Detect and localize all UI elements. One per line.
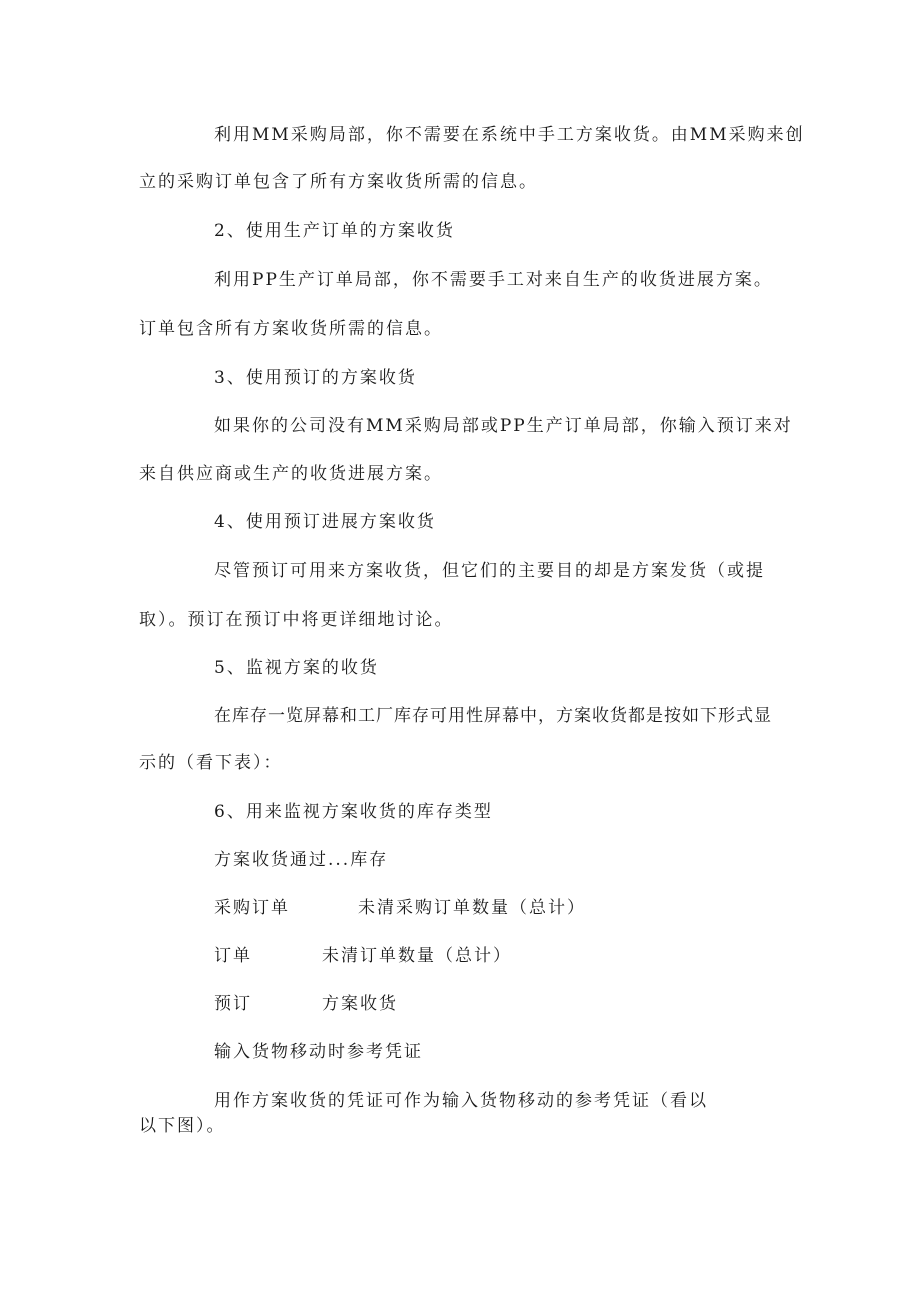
section-heading: 4、使用预订进展方案收货 (214, 512, 436, 532)
paragraph-line: 用作方案收货的凭证可作为输入货物移动的参考凭证（看以 (214, 1091, 708, 1111)
paragraph-line: 以下图）。 (139, 1116, 226, 1136)
table-header: 方案收货通过...库存 (214, 850, 389, 870)
table-row-value: 未清采购订单数量（总计） (358, 898, 586, 918)
section-heading: 6、用来监视方案收货的库存类型 (214, 802, 493, 822)
paragraph-line: 利用PP生产订单局部，你不需要手工对来自生产的收货进展方案。 (214, 270, 773, 290)
section-heading: 5、监视方案的收货 (214, 658, 379, 678)
paragraph-line: 在库存一览屏幕和工厂库存可用性屏幕中，方案收货都是按如下形式显 (214, 706, 772, 726)
paragraph-line: 订单包含所有方案收货所需的信息。 (139, 319, 443, 339)
paragraph-line: 利用MM采购局部，你不需要在系统中手工方案收货。由MM采购来创 (214, 125, 805, 145)
paragraph-line: 来自供应商或生产的收货进展方案。 (139, 464, 443, 484)
paragraph-line: 示的（看下表）： (139, 753, 283, 773)
table-row-value: 未清订单数量（总计） (322, 946, 512, 966)
paragraph-line: 尽管预订可用来方案收货，但它们的主要目的却是方案发货（或提 (214, 561, 765, 581)
table-row-label: 订单 (214, 946, 252, 966)
paragraph-line: 立的采购订单包含了所有方案收货所需的信息。 (139, 172, 538, 192)
section-heading: 2、使用生产订单的方案收货 (214, 221, 455, 241)
paragraph-line: 如果你的公司没有MM采购局部或PP生产订单局部，你输入预订来对 (214, 416, 793, 436)
table-row-value: 方案收货 (322, 994, 398, 1014)
section-heading: 3、使用预订的方案收货 (214, 368, 417, 388)
paragraph-line: 输入货物移动时参考凭证 (214, 1042, 423, 1062)
table-row-label: 采购订单 (214, 898, 290, 918)
table-row-label: 预订 (214, 994, 252, 1014)
paragraph-line: 取）。预订在预订中将更详细地讨论。 (139, 610, 454, 630)
